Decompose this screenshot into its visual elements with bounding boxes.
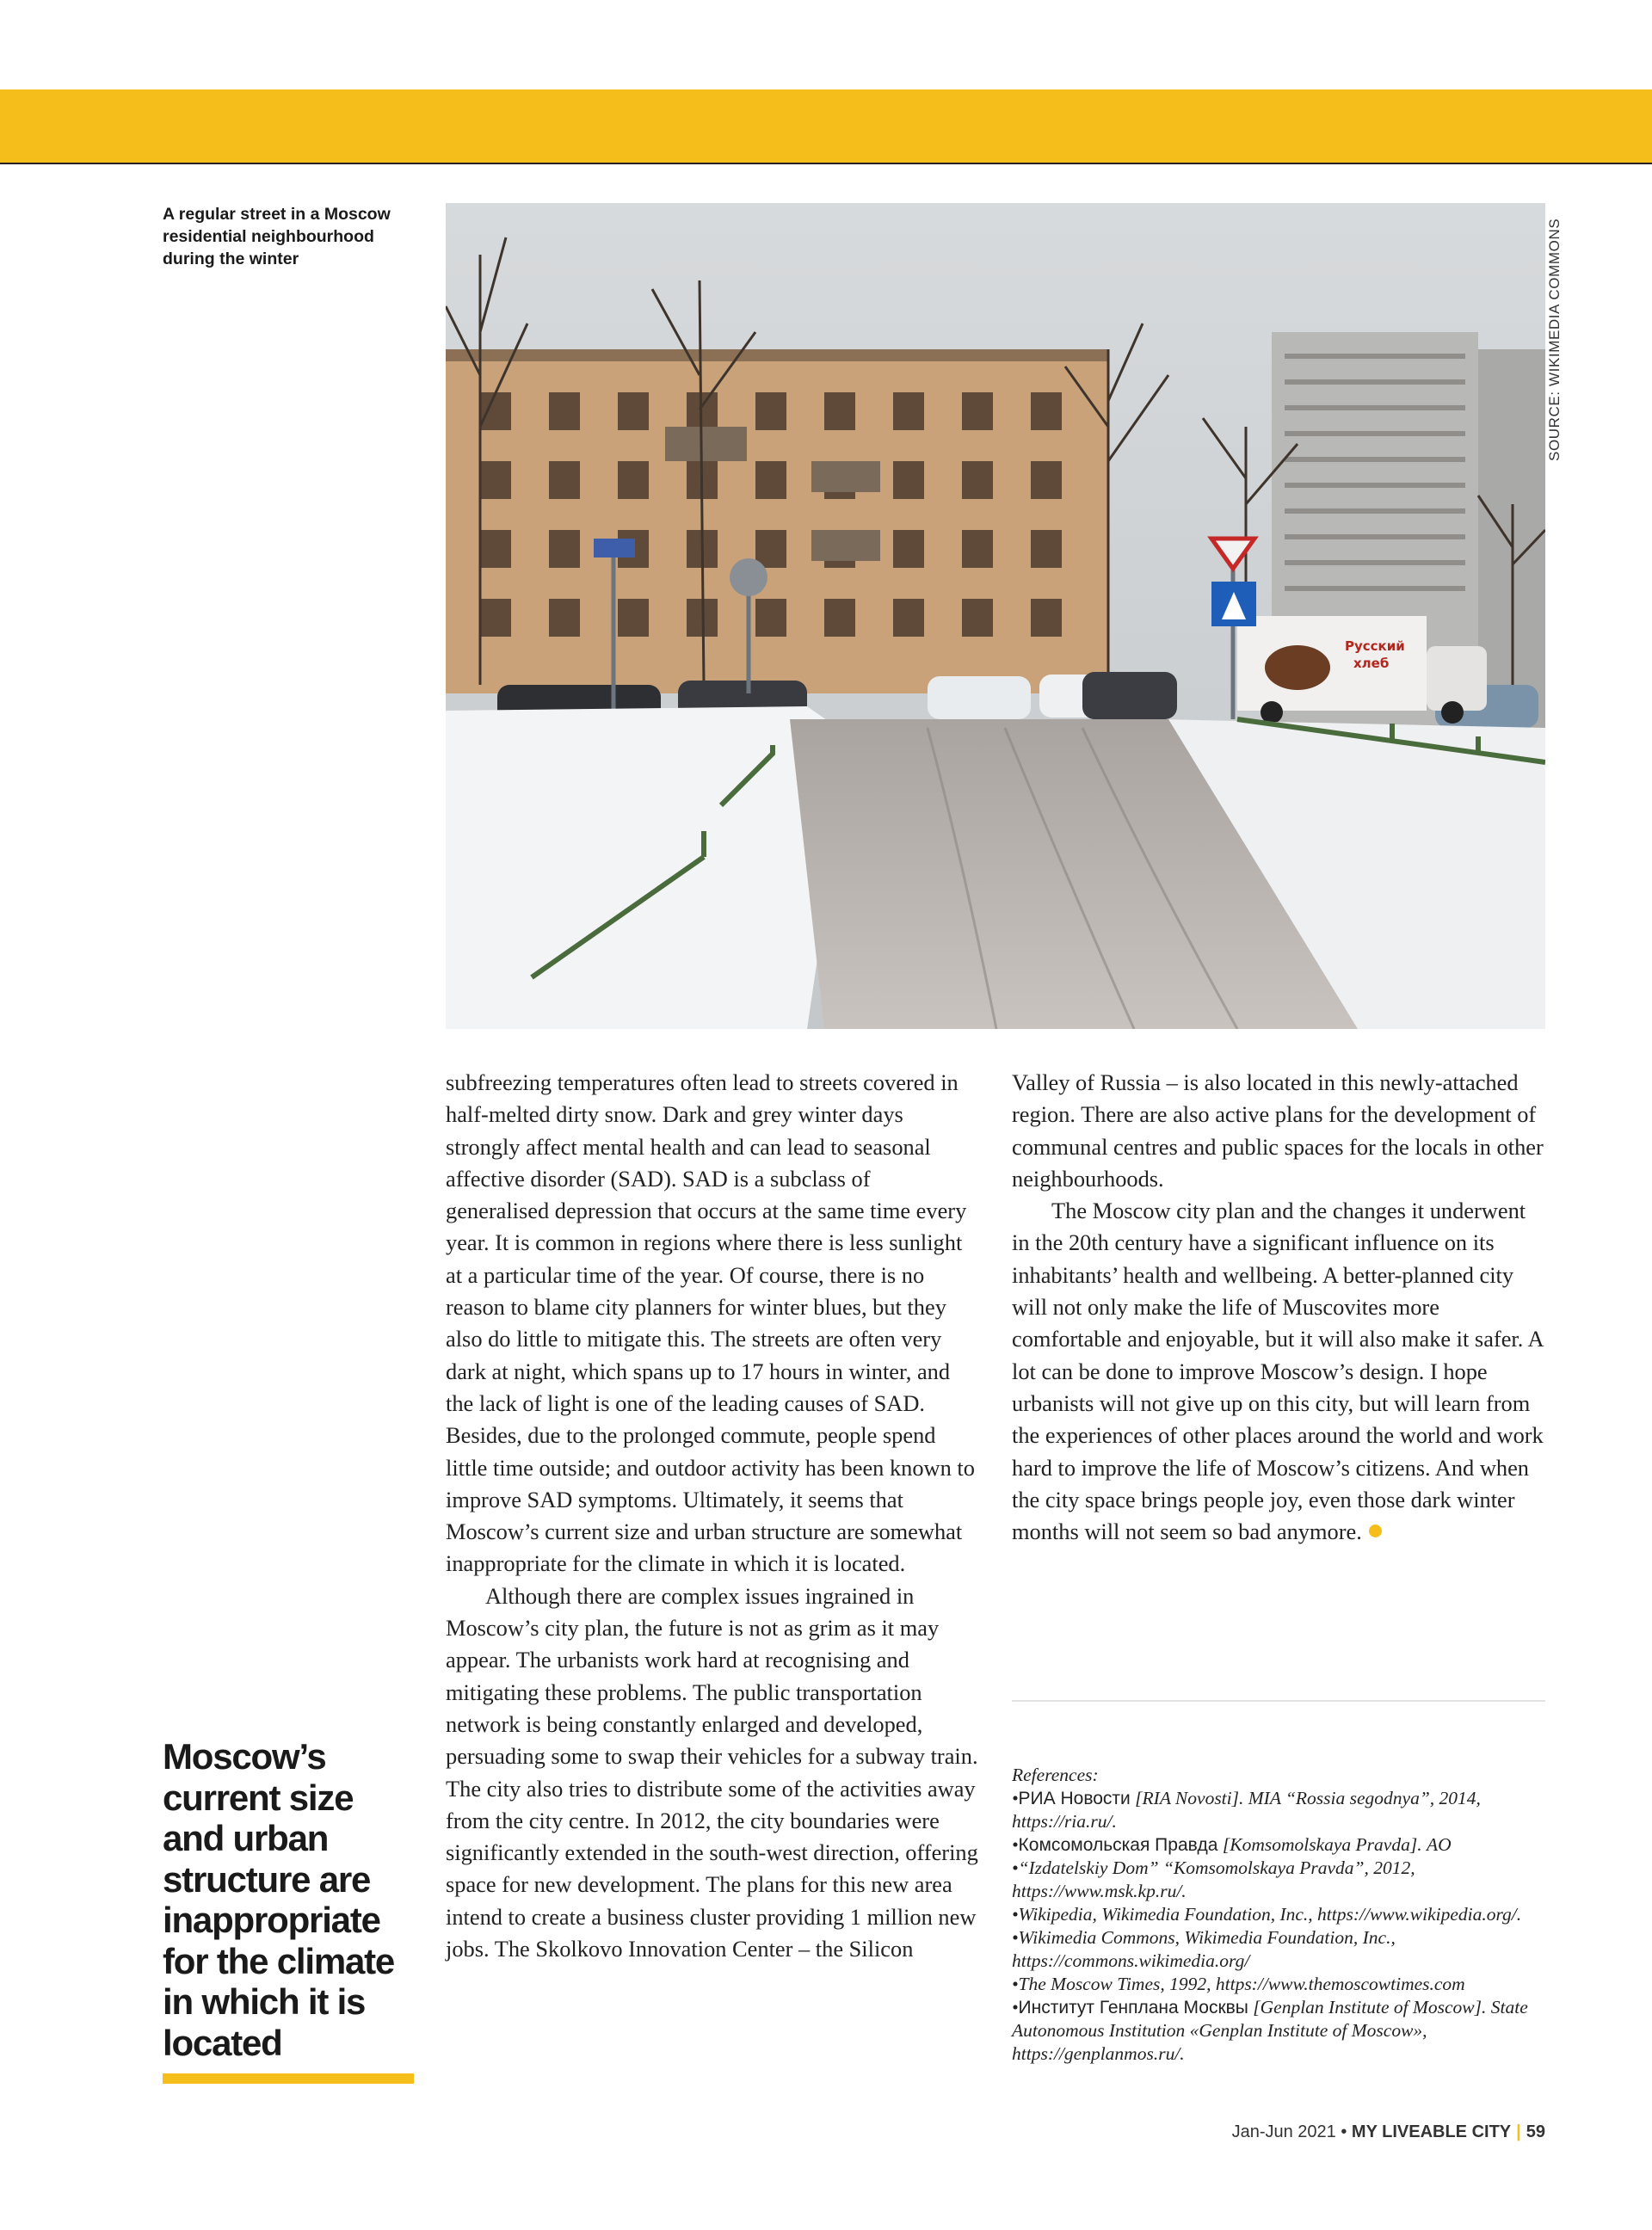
page-footer	[1232, 2122, 1545, 2142]
reference-text: “Izdatelskiy Dom” “Komsomolskaya Pravda”, 2012, https://www.msk.kp.ru/.	[1012, 1857, 1415, 1901]
left-apartment-block	[446, 349, 1108, 693]
body-paragraph-4-text: The Moscow city plan and the changes it underwent in the 20th century have a significant influence on its inhabitants’ health and wellbeing. A better-planned city will not only make the life of Muscovites more comfortable and enjoyable, but it will also make it safer. A lot can be done to improve Moscow’s design. I hope urbanists will not give up on this city, but will learn from the experiences of other places around the world and work hard to improve the life of Moscow’s citizens. And when the city space brings people joy, even those dark winter months will not seem so bad anymore.	[1012, 1198, 1544, 1545]
body-paragraph-3: Valley of Russia – is also located in this newly-attached region. There are also active plans for the development of communal centres and public spaces for the locals in other neighbourhoods.	[1012, 1069, 1544, 1192]
body-column-2	[1012, 1067, 1545, 1548]
references-title: References:	[1012, 1765, 1099, 1785]
reference-cyrillic-name: РИА Новости	[1018, 1789, 1131, 1808]
body-paragraph-2: Although there are complex issues ingrained in Moscow’s city plan, the future is not as grim as it may appear. The urbanists work hard at recognising and mitigating these problems. The public transportation network is being constantly enlarged and developed, persuading some to swap their vehicles for a subway train. The city also tries to distribute some of the activities away from the city centre. In 2012, the city boundaries were significantly extended in the south-west direction, offering space for new development. The plans for this new area intend to create a business cluster providing 1 million new jobs. The Skolkovo Innovation Center – the Silicon	[446, 1582, 978, 1962]
page-number: 59	[1526, 2122, 1545, 2141]
pull-quote: Moscow’s current size and urban structure are inappropriate for the climate in which it is located	[163, 1736, 395, 2063]
reference-item: •Wikipedia, Wikimedia Foundation, Inc., https://www.wikipedia.org/.	[1012, 1904, 1522, 1925]
top-color-band	[0, 89, 1652, 163]
reference-item: •“Izdatelskiy Dom” “Komsomolskaya Pravda”, 2012, https://www.msk.kp.ru/.	[1012, 1857, 1415, 1901]
van-text-line2: хлеб	[1353, 656, 1390, 671]
column-divider	[1012, 1700, 1545, 1702]
body-column-1	[446, 1067, 979, 1965]
reference-text: [Komsomolskaya Pravda]. AO	[1217, 1834, 1452, 1855]
reference-text: Wikimedia Commons, Wikimedia Foundation, Inc., https://commons.wikimedia.org/	[1012, 1927, 1396, 1971]
reference-text: [Genplan Institute of Moscow]. State Autonomous Institution «Genplan Institute of Moscow», https://genplanmos.ru/.	[1012, 1997, 1528, 2064]
left-snowbank	[446, 706, 850, 1029]
end-mark-dot	[1369, 1525, 1382, 1537]
body-paragraph-1: subfreezing temperatures often lead to streets covered in half-melted dirty snow. Dark and grey winter days strongly affect mental health and can lead to seasonal affective disorder (SAD). SAD is a subclass of generalised depression that occurs at the same time every year. It is common in regions where there is less sunlight at a particular time of the year. Of course, there is no reason to blame city planners for winter blues, but they also do little to mitigate this. The streets are often very dark at night, which spans up to 17 hours in winter, and the lack of light is one of the leading causes of SAD. Besides, due to the prolonged commute, people spend little time outside; and outdoor activity has been known to improve SAD symptoms. Ultimately, it seems that Moscow’s current size and urban structure are somewhat inappropriate for the climate in which it is located.	[446, 1069, 975, 1577]
street-photo	[446, 203, 1545, 1029]
reference-cyrillic-name: Комсомольская Правда	[1018, 1835, 1218, 1855]
reference-item: •The Moscow Times, 1992, https://www.themoscowtimes.com	[1012, 1974, 1465, 1994]
references-block	[1012, 1764, 1545, 2066]
reference-item: •РИА Новости [RIA Novosti]. MIA “Rossia segodnya”, 2014, https://ria.ru/.	[1012, 1788, 1481, 1832]
reference-item: •Комсомольская Правда [Komsomolskaya Pravda]. AO	[1012, 1834, 1452, 1855]
photo-caption: A regular street in a Moscow residential neighbourhood during the winter	[163, 205, 391, 268]
pull-quote-bar	[163, 2073, 414, 2084]
reference-text: Wikipedia, Wikimedia Foundation, Inc., https://www.wikipedia.org/.	[1018, 1904, 1522, 1925]
footer-magazine-title: MY LIVEABLE CITY	[1351, 2122, 1512, 2141]
body-paragraph-4	[1012, 1195, 1545, 1548]
reference-text: The Moscow Times, 1992, https://www.themoscowtimes.com	[1018, 1974, 1465, 1994]
van-text-line1: Русский	[1345, 638, 1405, 654]
reference-item: •Wikimedia Commons, Wikimedia Foundation, Inc., https://commons.wikimedia.org/	[1012, 1927, 1396, 1971]
reference-text: [RIA Novosti]. MIA “Rossia segodnya”, 2014, https://ria.ru/.	[1012, 1788, 1481, 1832]
footer-separator: |	[1516, 2122, 1521, 2141]
reference-cyrillic-name: Институт Генплана Москвы	[1018, 1998, 1248, 2017]
top-rule	[0, 163, 1652, 164]
street-photo-illustration	[446, 203, 1545, 1029]
footer-date: Jan-Jun 2021 •	[1231, 2122, 1347, 2141]
reference-item: •Институт Генплана Москвы [Genplan Institute of Moscow]. State Autonomous Institution «Genplan Institute of Moscow», https://genplanmos.ru/.	[1012, 1997, 1528, 2064]
photo-credit: SOURCE: WIKIMEDIA COMMONS	[1546, 218, 1563, 461]
